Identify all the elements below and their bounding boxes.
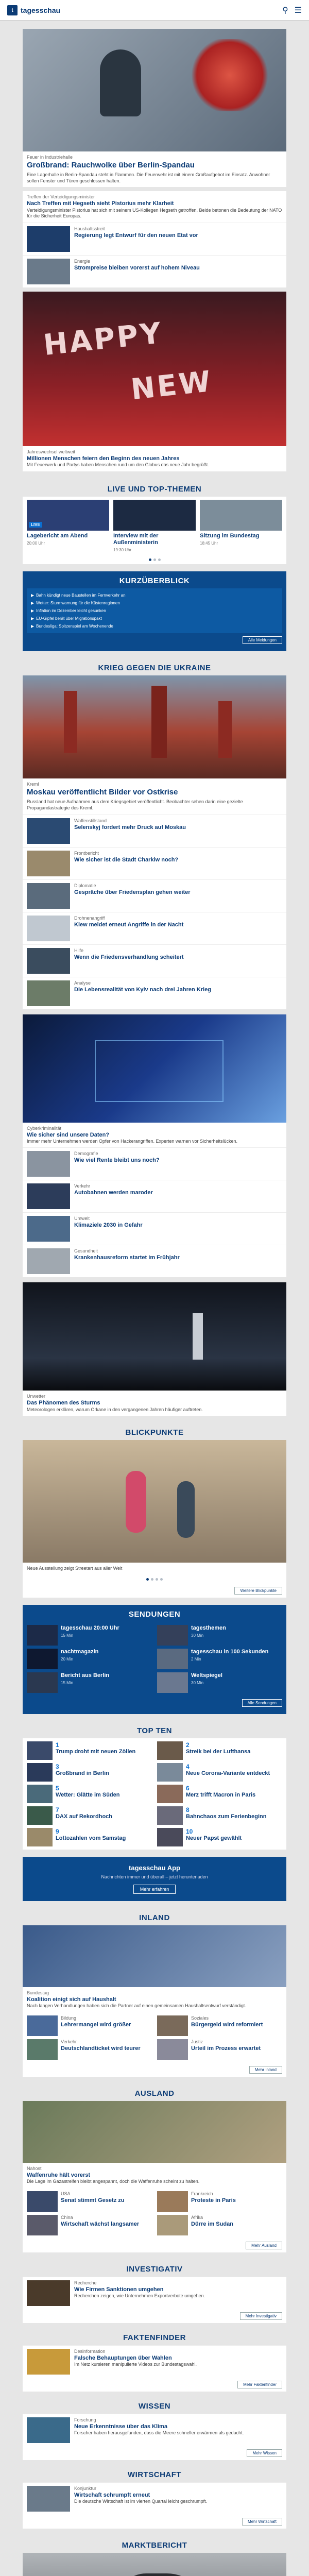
teaser-2[interactable] <box>23 191 286 287</box>
ausland-section <box>23 2101 286 2252</box>
list-text: Im Netz kursieren manipulierte Videos zur Bundestagswahl. <box>74 2362 197 2367</box>
list-kicker: Desinformation <box>74 2349 106 2354</box>
teaser-2-text: Verteidigungsminister Pistorius hat sich mit seinem US-Kollegen Hegseth getroffen. Beide betonen die Bedeutung der NATO für die Sicherheit Europas. <box>27 207 282 219</box>
list-thumb <box>27 259 70 284</box>
newyear-title[interactable]: Millionen Menschen feiern den Beginn des neuen Jahres <box>27 455 180 462</box>
list-title[interactable]: Krankenhausreform startet im Frühjahr <box>74 1255 180 1261</box>
list-thumb <box>27 851 70 876</box>
topten-title[interactable]: Bahnchaos zum Ferienbeginn <box>186 1814 267 1820</box>
topten-title[interactable]: Neue Corona-Variante entdeckt <box>186 1770 270 1776</box>
kurz-item[interactable]: ▶ Bundesliga: Spitzenspiel am Wochenende <box>31 624 113 629</box>
grid-title[interactable]: Senat stimmt Gesetz zu <box>61 2197 125 2204</box>
grid-item[interactable] <box>157 2015 282 2036</box>
ukraine-lead-title[interactable]: Moskau veröffentlicht Bilder vor Ostkrise <box>27 788 178 797</box>
wirtschaft-section <box>23 2482 286 2529</box>
blick-image <box>23 1440 286 1563</box>
topten-thumb <box>157 1828 183 1846</box>
topten-title[interactable]: Neuer Papst gewählt <box>186 1835 242 1841</box>
sendung-thumb <box>157 1672 188 1693</box>
topten-title[interactable]: Wetter: Glätte im Süden <box>56 1792 120 1798</box>
topten-item[interactable] <box>157 1741 282 1760</box>
faktenfinder-more-button[interactable]: Mehr Faktenfinder <box>237 2381 282 2388</box>
topten-item[interactable] <box>27 1806 152 1825</box>
list-item[interactable] <box>23 912 286 944</box>
list-item[interactable] <box>23 944 286 977</box>
hero-teaser[interactable] <box>23 29 286 187</box>
grid-title[interactable]: Bürgergeld wird reformiert <box>191 2022 263 2028</box>
storm-text: Meteorologen erklären, warum Orkane in den vergangenen Jahren häufiger auftreten. <box>27 1406 203 1412</box>
markt-image <box>23 2553 286 2576</box>
list-thumb <box>27 948 70 974</box>
list-text: Die deutsche Wirtschaft ist im vierten Quartal leicht geschrumpft. <box>74 2499 208 2504</box>
kurz-list <box>27 588 282 633</box>
list-text: Forscher haben herausgefunden, dass die Meere schneller erwärmen als gedacht. <box>74 2430 244 2436</box>
grid-thumb <box>27 2015 58 2036</box>
topten-thumb <box>157 1763 183 1782</box>
grid-kicker: Soziales <box>191 2015 209 2021</box>
grid-title[interactable]: Wirtschaft wächst langsamer <box>61 2221 140 2228</box>
sendung-thumb <box>27 1672 58 1693</box>
wide-text: Immer mehr Unternehmen werden Opfer von Hackerangriffen. Experten warnen vor Sicherheitslücken. <box>27 1138 238 1144</box>
storm-kicker: Unwetter <box>27 1394 46 1399</box>
list-item[interactable] <box>23 977 286 1009</box>
grid-item[interactable] <box>27 2039 152 2060</box>
topten-rank: 9 <box>56 1828 59 1835</box>
grid-thumb <box>157 2191 188 2212</box>
topten-thumb <box>27 1806 53 1825</box>
list-kicker: Umwelt <box>74 1216 90 1222</box>
list-title[interactable]: Wie viel Rente bleibt uns noch? <box>74 1157 160 1164</box>
list-kicker: Waffenstillstand <box>74 818 107 823</box>
grid-item[interactable] <box>157 2039 282 2060</box>
topten-thumb <box>27 1828 53 1846</box>
kurz-item-text: Bundesliga: Spitzenspiel am Wochenende <box>36 624 113 629</box>
topten-thumb <box>157 1785 183 1803</box>
topten-title[interactable]: Trump droht mit neuen Zöllen <box>56 1749 136 1755</box>
sendung-item[interactable] <box>27 1649 152 1669</box>
wissen-more-button[interactable]: Mehr Wissen <box>247 2449 282 2457</box>
promo-title: tagesschau App <box>129 1864 180 1872</box>
teaser-2-kicker: Treffen der Verteidigungsminister <box>27 194 95 200</box>
sendung-title[interactable]: Weltspiegel <box>191 1672 222 1679</box>
live-thumb <box>113 500 196 531</box>
logo[interactable] <box>7 5 60 15</box>
wide-kicker: Cyberkriminalität <box>27 1125 62 1131</box>
blick-section-title: BLICKPUNKTE <box>125 1428 184 1437</box>
topten-thumb <box>27 1741 53 1760</box>
list-kicker: Demografie <box>74 1151 98 1157</box>
topten-title[interactable]: DAX auf Rekordhoch <box>56 1814 113 1820</box>
list-thumb <box>27 1183 70 1209</box>
sendung-item[interactable] <box>27 1625 152 1646</box>
list-title[interactable]: Kiew meldet erneut Angriffe in der Nacht <box>74 921 184 928</box>
list-title[interactable]: Selenskyj fordert mehr Druck auf Moskau <box>74 824 186 831</box>
carousel-dots[interactable] <box>23 1575 286 1584</box>
grid-item[interactable] <box>27 2215 152 2235</box>
sendung-item[interactable] <box>157 1672 282 1693</box>
list-thumb <box>27 2486 70 2512</box>
list-thumb <box>27 916 70 941</box>
investigativ-more-button[interactable]: Mehr Investigativ <box>240 2312 282 2320</box>
markt-section[interactable] <box>23 2553 286 2576</box>
list-item[interactable] <box>23 255 286 287</box>
grid-kicker: USA <box>61 2191 71 2197</box>
sendung-item[interactable] <box>157 1625 282 1646</box>
hero-title[interactable]: Großbrand: Rauchwolke über Berlin-Spandau <box>27 161 195 170</box>
topten-title[interactable]: Lottozahlen vom Samstag <box>56 1835 126 1841</box>
grid-thumb <box>157 2015 188 2036</box>
list-kicker: Forschung <box>74 2417 96 2423</box>
grid-kicker: Bildung <box>61 2015 77 2021</box>
storm-teaser[interactable] <box>23 1282 286 1416</box>
topten-rank: 4 <box>186 1763 190 1770</box>
list-kicker: Diplomatie <box>74 883 96 888</box>
markt-section-title: MARKTBERICHT <box>122 2541 187 2550</box>
topten-rank: 5 <box>56 1785 59 1792</box>
list-thumb <box>27 818 70 844</box>
list-thumb <box>27 226 70 252</box>
topten-item[interactable] <box>27 1828 152 1846</box>
live-meta: 19:30 Uhr <box>113 548 132 553</box>
kurz-item-text: EU-Gipfel berät über Migrationspakt <box>36 616 102 621</box>
list-kicker: Analyse <box>74 980 91 986</box>
list-thumb <box>27 883 70 909</box>
ausland-title[interactable]: Waffenruhe hält vorerst <box>27 2172 91 2179</box>
wide-teaser[interactable] <box>23 1014 286 1278</box>
grid-thumb <box>157 2039 188 2060</box>
topten-item[interactable] <box>27 1763 152 1782</box>
list-title[interactable]: Klimaziele 2030 in Gefahr <box>74 1222 143 1229</box>
hero-image <box>23 29 286 151</box>
grid-kicker: Frankreich <box>191 2191 213 2197</box>
faktenfinder-section <box>23 2345 286 2392</box>
list-title[interactable]: Die Lebensrealität von Kyiv nach drei Jahren Krieg <box>74 986 211 993</box>
sendung-meta: 2 Min <box>191 1657 201 1662</box>
teaser-2-title[interactable]: Nach Treffen mit Hegseth sieht Pistorius mehr Klarheit <box>27 200 174 207</box>
list-kicker: Hilfe <box>74 947 84 953</box>
topten-item[interactable] <box>27 1785 152 1803</box>
inland-section-title: INLAND <box>139 1913 170 1923</box>
list-text: Recherchen zeigen, wie Unternehmen Exportverbote umgehen. <box>74 2293 205 2299</box>
inland-title[interactable]: Koalition einigt sich auf Haushalt <box>27 1996 116 2003</box>
kurz-item-text: Bahn kündigt neue Baustellen im Fernverkehr an <box>36 593 126 598</box>
grid-item[interactable] <box>157 2215 282 2235</box>
topten-item[interactable] <box>27 1741 152 1760</box>
grid-kicker: China <box>61 2215 73 2221</box>
topten-item[interactable] <box>157 1763 282 1782</box>
sendungen-more-button[interactable]: Alle Sendungen <box>242 1699 283 1707</box>
list-title[interactable]: Wie Firmen Sanktionen umgehen <box>74 2286 164 2293</box>
list-kicker: Recherche <box>74 2280 97 2286</box>
topten-title[interactable]: Merz trifft Macron in Paris <box>186 1792 256 1798</box>
kurz-item[interactable]: ▶ Wetter: Sturmwarnung für die Küstenregionen <box>31 601 120 606</box>
topten-item[interactable] <box>157 1806 282 1825</box>
sendung-title[interactable]: Bericht aus Berlin <box>61 1672 110 1679</box>
storm-title[interactable]: Das Phänomen des Sturms <box>27 1400 100 1406</box>
topten-item[interactable] <box>157 1828 282 1846</box>
promo-button[interactable]: Mehr erfahren <box>133 1885 176 1894</box>
topten-rank: 8 <box>186 1806 190 1814</box>
sendung-title[interactable]: tagesschau in 100 Sekunden <box>191 1649 269 1655</box>
sendung-meta: 30 Min <box>191 1681 204 1686</box>
newyear-image: HAPPY NEW <box>23 292 286 446</box>
investigativ-section <box>23 2277 286 2323</box>
list-item[interactable] <box>23 847 286 879</box>
hero-text: Eine Lagerhalle in Berlin-Spandau steht in Flammen. Die Feuerwehr ist mit einem Großaufgebot im Einsatz. Anwohner sollen Fenster und Türen geschlossen halten. <box>27 172 270 183</box>
topten-title[interactable]: Großbrand in Berlin <box>56 1770 109 1776</box>
live-title[interactable]: Lagebericht am Abend <box>27 532 88 539</box>
kurz-title: KURZÜBERBLICK <box>119 577 190 586</box>
grid-title[interactable]: Dürre im Sudan <box>191 2221 233 2228</box>
sendung-thumb <box>27 1625 58 1646</box>
newyear-text: Mit Feuerwerk und Partys haben Menschen rund um den Globus das neue Jahr begrüßt. <box>27 462 209 468</box>
kurz-item[interactable]: ▶ Bahn kündigt neue Baustellen im Fernverkehr an <box>31 593 126 598</box>
list-thumb <box>27 2417 70 2443</box>
list-kicker: Verkehr <box>74 1183 91 1189</box>
list-kicker: Energie <box>74 258 91 264</box>
list-item[interactable] <box>23 2277 286 2309</box>
list-kicker: Frontbericht <box>74 850 99 856</box>
ausland-section-title: AUSLAND <box>134 2089 175 2098</box>
grid-title[interactable]: Lehrermangel wird größer <box>61 2022 131 2028</box>
sendung-meta: 15 Min <box>61 1681 74 1686</box>
grid-item[interactable] <box>27 2191 152 2212</box>
live-thumb <box>27 500 109 531</box>
blick-caption: Neue Ausstellung zeigt Streetart aus aller Welt <box>27 1566 123 1571</box>
ukraine-image <box>23 675 286 778</box>
sendung-meta: 20 Min <box>61 1657 74 1662</box>
kurz-item-text: Inflation im Dezember leicht gesunken <box>36 608 106 614</box>
sendungen-title: SENDUNGEN <box>128 1610 181 1619</box>
grid-kicker: Afrika <box>191 2215 203 2221</box>
ausland-text: Die Lage im Gazastreifen bleibt angespannt, doch die Waffenruhe scheint zu halten. <box>27 2179 200 2184</box>
ukraine-lead-text: Russland hat neue Aufnahmen aus dem Kriegsgebiet veröffentlicht. Beobachter sehen darin eine gezielte Propagandastrategie des Kreml. <box>27 799 243 810</box>
list-thumb <box>27 1151 70 1177</box>
blick-more-button[interactable]: Weitere Blickpunkte <box>234 1587 282 1595</box>
hero-kicker: Feuer in Industriehalle <box>27 155 73 160</box>
list-thumb <box>27 980 70 1006</box>
grid-title[interactable]: Urteil im Prozess erwartet <box>191 2045 261 2052</box>
grid-title[interactable]: Proteste in Paris <box>191 2197 236 2204</box>
grid-thumb <box>27 2215 58 2235</box>
live-title[interactable]: Sitzung im Bundestag <box>200 532 260 539</box>
topten-rank: 2 <box>186 1741 190 1749</box>
sendung-title[interactable]: tagesthemen <box>191 1625 226 1631</box>
list-thumb <box>27 2349 70 2375</box>
sendung-item[interactable] <box>27 1672 152 1693</box>
investigativ-section-title: INVESTIGATIV <box>126 2265 183 2274</box>
list-kicker: Haushaltsstreit <box>74 226 105 231</box>
kurz-more-button[interactable]: Alle Meldungen <box>243 636 282 644</box>
sendung-thumb <box>27 1649 58 1669</box>
live-section-title: LIVE UND TOP-THEMEN <box>107 484 202 494</box>
ausland-image <box>23 2101 286 2163</box>
grid-thumb <box>27 2191 58 2212</box>
grid-thumb <box>27 2039 58 2060</box>
grid-thumb <box>157 2215 188 2235</box>
topten-thumb <box>27 1763 53 1782</box>
logo-text: tagesschau <box>21 6 61 14</box>
topten-rank: 3 <box>56 1763 59 1770</box>
list-thumb <box>27 1216 70 1242</box>
topten-rank: 7 <box>56 1806 59 1814</box>
list-kicker: Konjunktur <box>74 2486 97 2492</box>
wide-title[interactable]: Wie sicher sind unsere Daten? <box>27 1131 110 1138</box>
sendung-title[interactable]: nachtmagazin <box>61 1649 99 1655</box>
live-thumb <box>200 500 282 531</box>
sendungen-section <box>23 1605 286 1714</box>
inland-text: Nach langen Verhandlungen haben sich die Partner auf einen gemeinsamen Haushaltsentwurf verständigt. <box>27 2003 246 2009</box>
topten-thumb <box>157 1806 183 1825</box>
sendung-meta: 15 Min <box>61 1633 74 1638</box>
list-title[interactable]: Gespräche über Friedensplan gehen weiter <box>74 889 191 895</box>
list-title[interactable]: Autobahnen werden maroder <box>74 1190 153 1196</box>
list-item[interactable] <box>23 1180 286 1212</box>
app-promo <box>23 1857 286 1901</box>
list-title[interactable]: Wie sicher ist die Stadt Charkiw noch? <box>74 856 179 863</box>
inland-section <box>23 1925 286 2077</box>
newyear-kicker: Jahreswechsel weltweit <box>27 449 76 454</box>
ausland-kicker: Nahost <box>27 2166 42 2172</box>
topten-rank: 6 <box>186 1785 190 1792</box>
list-thumb <box>27 1248 70 1274</box>
ukraine-section <box>23 675 286 1009</box>
wissen-section-title: WISSEN <box>138 2402 171 2411</box>
list-item[interactable] <box>23 879 286 912</box>
list-title[interactable]: Strompreise bleiben vorerst auf hohem Niveau <box>74 264 200 271</box>
live-meta: 20:00 Uhr <box>27 541 45 546</box>
list-title[interactable]: Wirtschaft schrumpft erneut <box>74 2492 150 2499</box>
list-thumb <box>27 2280 70 2306</box>
live-title[interactable]: Interview mit der Außenministerin <box>113 532 159 546</box>
list-item[interactable] <box>23 1147 286 1180</box>
wirtschaft-more-button[interactable]: Mehr Wirtschaft <box>242 2518 282 2526</box>
kurz-item-text: Wetter: Sturmwarnung für die Küstenregionen <box>36 601 120 606</box>
wissen-section <box>23 2414 286 2460</box>
topten-section <box>23 1738 286 1850</box>
topten-thumb <box>157 1741 183 1760</box>
kurz-item[interactable]: ▶ Inflation im Dezember leicht gesunken <box>31 608 106 614</box>
ukraine-lead-kicker: Kreml <box>27 782 39 787</box>
storm-image <box>23 1282 286 1391</box>
live-item[interactable] <box>113 500 196 552</box>
live-item[interactable] <box>200 500 282 552</box>
sendung-thumb <box>157 1625 188 1646</box>
list-item[interactable] <box>23 1245 286 1277</box>
inland-image <box>23 1925 286 1987</box>
live-section <box>23 497 286 564</box>
grid-kicker: Verkehr <box>61 2039 77 2045</box>
sendung-title[interactable]: tagesschau 20:00 Uhr <box>61 1625 119 1631</box>
faktenfinder-section-title: FAKTENFINDER <box>123 2333 186 2343</box>
list-item[interactable] <box>23 2414 286 2446</box>
blick-section <box>23 1440 286 1598</box>
live-badge: LIVE <box>29 522 42 528</box>
sendung-thumb <box>157 1649 188 1669</box>
list-title[interactable]: Falsche Behauptungen über Wahlen <box>74 2355 172 2362</box>
grid-title[interactable]: Deutschlandticket wird teurer <box>61 2045 141 2052</box>
topten-rank: 1 <box>56 1741 59 1749</box>
ukraine-section-title: KRIEG GEGEN DIE UKRAINE <box>98 664 211 673</box>
list-title[interactable]: Wenn die Friedensverhandlung scheitert <box>74 954 184 960</box>
topten-thumb <box>27 1785 53 1803</box>
list-item[interactable] <box>23 2345 286 2378</box>
kurz-item[interactable]: ▶ EU-Gipfel berät über Migrationspakt <box>31 616 102 621</box>
inland-more-button[interactable]: Mehr Inland <box>249 2066 282 2074</box>
sendung-meta: 30 Min <box>191 1633 204 1638</box>
list-title[interactable]: Neue Erkenntnisse über das Klima <box>74 2424 167 2430</box>
wide-image <box>23 1014 286 1123</box>
logo-mark-icon: t <box>7 5 18 15</box>
carousel-dots[interactable] <box>23 555 286 564</box>
live-item[interactable] <box>27 500 109 552</box>
sendung-item[interactable] <box>157 1649 282 1669</box>
wirtschaft-section-title: WIRTSCHAFT <box>127 2470 182 2480</box>
topten-item[interactable] <box>157 1785 282 1803</box>
topten-section-title: TOP TEN <box>137 1726 172 1735</box>
list-item[interactable] <box>23 223 286 255</box>
list-item[interactable] <box>23 2482 286 2515</box>
list-title[interactable]: Regierung legt Entwurf für den neuen Etat vor <box>74 232 198 239</box>
ausland-more-button[interactable]: Mehr Ausland <box>246 2242 282 2249</box>
grid-kicker: Justiz <box>191 2039 203 2045</box>
search-icon[interactable]: ⚲ <box>282 6 288 15</box>
list-item[interactable] <box>23 1212 286 1245</box>
grid-item[interactable] <box>27 2015 152 2036</box>
header <box>0 0 309 21</box>
topten-rank: 10 <box>186 1828 193 1835</box>
list-kicker: Gesundheit <box>74 1248 98 1254</box>
inland-kicker: Bundestag <box>27 1990 49 1996</box>
live-meta: 18:45 Uhr <box>200 541 218 546</box>
list-kicker: Drohnenangriff <box>74 915 105 921</box>
topten-title[interactable]: Streik bei der Lufthansa <box>186 1749 251 1755</box>
grid-item[interactable] <box>157 2191 282 2212</box>
list-item[interactable] <box>23 815 286 847</box>
menu-icon[interactable]: ☰ <box>294 6 302 15</box>
promo-text: Nachrichten immer und überall – jetzt herunterladen <box>101 1874 208 1879</box>
newyear-teaser[interactable] <box>23 292 286 471</box>
kurz-section <box>23 571 286 651</box>
